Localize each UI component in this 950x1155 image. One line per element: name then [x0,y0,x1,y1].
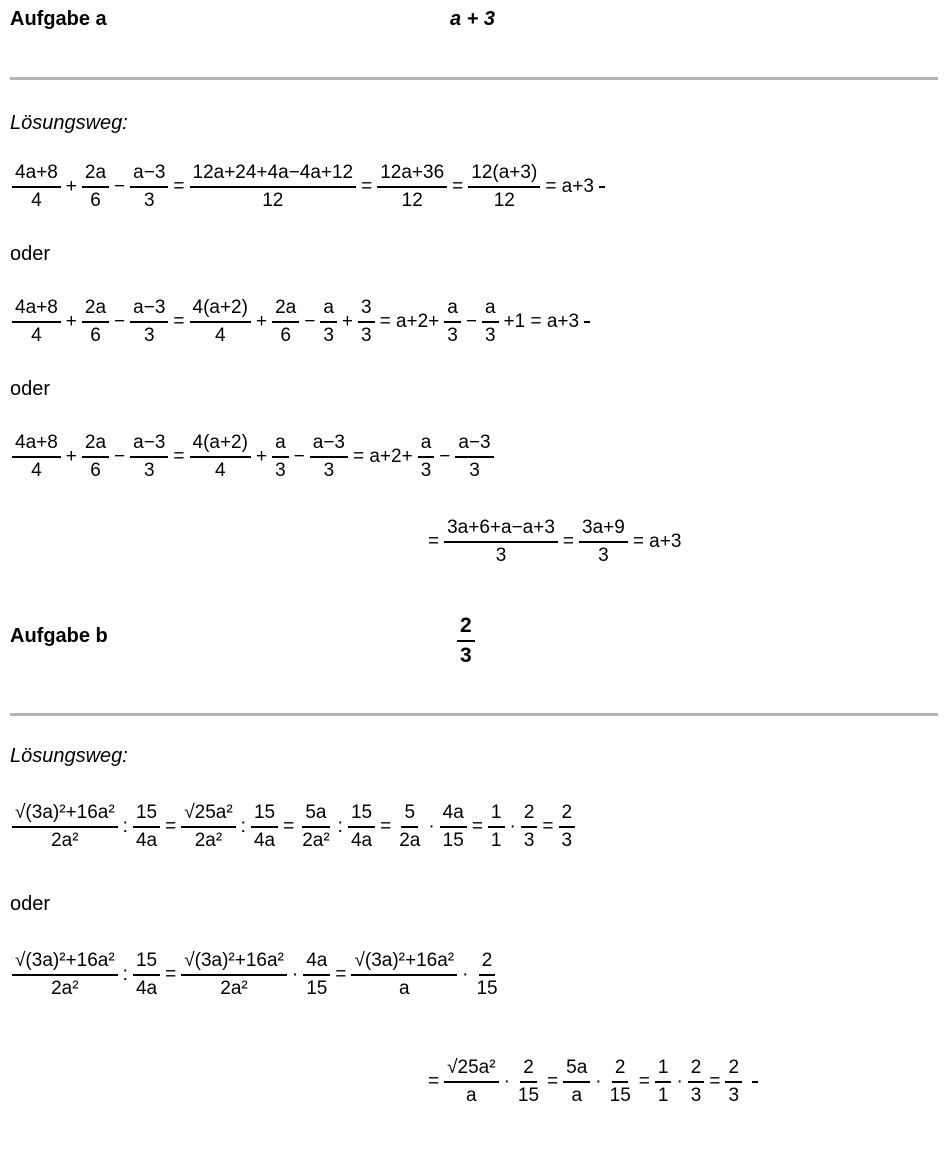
denominator: 2a² [220,978,248,999]
operator: · [291,964,299,985]
fraction [348,800,375,854]
numerator: 2 [520,1055,537,1083]
denominator: 4 [31,190,42,211]
fraction [82,430,109,484]
numerator: 3a+6+a−a+3 [444,515,558,543]
denominator: 3 [495,545,507,566]
task-b-answer-denominator: 3 [460,644,472,667]
operator: − [114,176,126,197]
numerator: 4(a+2) [190,430,251,458]
denominator: 3 [323,325,334,346]
denominator: 3 [728,1085,740,1106]
numerator: 1 [655,1055,672,1083]
fraction [251,800,278,854]
denominator: 2a² [51,978,79,999]
numerator: a [418,430,435,458]
operator: +1 = a+3 [503,311,580,332]
numerator: 15 [133,800,160,828]
denominator: 2a² [194,830,223,851]
fraction [272,430,289,484]
denominator: 15 [442,830,464,851]
operator: + [65,446,77,467]
result-text: = a+3 [632,531,682,552]
operator: = [361,176,373,197]
fraction [358,295,375,349]
numerator: √(3a)²+16a² [351,948,457,976]
operator: · [595,1071,602,1092]
task-b-loesungsweg-label: Lösungsweg: [10,745,128,767]
numerator: 2 [612,1055,629,1083]
fraction [607,1055,634,1109]
numerator [599,186,605,188]
operator: = [542,816,554,837]
fraction [320,295,337,349]
fraction [752,1081,758,1083]
numerator: 3 [358,295,375,323]
denominator: 15 [476,978,498,999]
fraction [12,160,61,214]
fraction [130,160,168,214]
operator: · [503,1071,510,1092]
numerator: a [482,295,499,323]
operator: : [337,816,343,837]
denominator: 3 [598,545,609,566]
fraction [133,948,160,1002]
numerator: 12a+24+4a−4a+12 [190,160,357,188]
numerator: 4a [303,948,330,976]
denominator: 3 [143,460,155,481]
fraction [12,430,61,484]
fraction [444,295,461,349]
denominator: 2a² [51,830,79,851]
numerator [752,1081,758,1083]
numerator: 5a [302,800,329,828]
operator: : [122,964,128,985]
denominator: 3 [361,325,372,346]
numerator: 5 [401,800,418,828]
denominator: 3 [690,1085,702,1106]
operator: = a+3 [545,176,594,197]
task-b-or: oder [10,893,51,915]
fraction [12,948,118,1002]
numerator: √25a² [181,800,235,828]
denominator: 12 [262,190,284,211]
denominator: 4a [350,830,373,851]
divider-a [10,77,938,80]
denominator: 12 [493,190,515,211]
operator: − [114,311,126,332]
numerator: 2 [559,800,576,828]
denominator: 4 [214,460,226,481]
denominator: 4 [214,325,226,346]
numerator: 3a+9 [579,515,628,543]
denominator: 6 [280,325,291,346]
operator: + [255,446,268,467]
fraction [377,160,447,214]
operator: = [638,1071,650,1092]
task-a-or-1: oder [10,243,51,265]
operator: = [428,1071,440,1092]
numerator: 4a+8 [12,295,61,323]
operator: − [465,311,477,332]
denominator: 4a [253,830,276,851]
denominator: 3 [143,190,155,211]
fraction [521,800,538,854]
fraction [133,800,160,854]
numerator: a [320,295,337,323]
numerator: 2a [272,295,299,323]
operator: : [122,816,128,837]
operator: = [380,816,392,837]
operator: = [428,531,440,552]
denominator: 3 [420,460,432,481]
denominator: 4a [135,978,158,999]
operator: = [709,1071,721,1092]
numerator: 15 [348,800,375,828]
fraction [440,800,467,854]
numerator: 2a [82,160,109,188]
divider-b [10,713,938,716]
fraction [473,948,500,1002]
operator: · [509,816,516,837]
denominator: 4a [135,830,158,851]
fraction [688,1055,705,1109]
operator: + [65,176,77,197]
fraction [190,430,251,484]
numerator: √(3a)²+16a² [181,948,287,976]
denominator: 12 [401,190,423,211]
fraction [655,1055,672,1109]
denominator: 15 [609,1085,631,1106]
denominator: 3 [447,325,458,346]
operator: = [335,964,347,985]
denominator: 4 [31,460,42,481]
operator: = [562,531,575,552]
denominator: a [466,1085,477,1106]
numerator: 2 [521,800,538,828]
numerator [584,321,590,323]
denominator: 6 [90,325,101,346]
numerator: a [444,295,461,323]
fraction [579,515,628,569]
numerator: 4a+8 [12,160,61,188]
denominator: 1 [657,1085,669,1106]
operator: = a+2+ [379,311,440,332]
fraction [482,295,499,349]
fraction [488,800,505,854]
operator: + [341,311,353,332]
denominator: 2a² [302,830,330,851]
fraction [563,1055,590,1109]
operator: = [452,176,464,197]
denominator: 6 [90,460,101,481]
operator: = [173,446,185,467]
numerator: 1 [488,800,505,828]
operator: + [255,311,268,332]
operator: = [471,816,483,837]
fraction [130,430,168,484]
fraction [468,160,540,214]
fraction [181,800,235,854]
fraction [584,321,590,323]
operator: : [240,816,246,837]
fraction [444,515,558,569]
numerator: a−3 [455,430,493,458]
operator: · [676,1071,683,1092]
fraction [303,948,330,1002]
fraction [190,160,357,214]
operator: = [165,964,177,985]
operator: = [283,816,295,837]
denominator: 3 [143,325,155,346]
numerator: √(3a)²+16a² [12,948,118,976]
numerator: 12(a+3) [468,160,540,188]
fraction [299,800,332,854]
operator: = [547,1071,559,1092]
numerator: 2a [82,430,109,458]
fraction [725,1055,742,1109]
task-a-answer-text: a + 3 [450,8,496,30]
operator: − [439,446,451,467]
fraction [12,295,61,349]
numerator: a−3 [130,160,168,188]
operator: = [173,176,185,197]
denominator: 3 [323,460,335,481]
fraction [455,430,493,484]
denominator: 1 [490,830,502,851]
fraction [559,800,576,854]
numerator: a−3 [130,430,168,458]
operator: = [165,816,177,837]
denominator: 3 [275,460,286,481]
operator: − [304,311,316,332]
denominator: 4 [31,325,42,346]
fraction [599,186,605,188]
fraction [396,800,423,854]
denominator: 15 [306,978,328,999]
task-a-line3b [425,515,684,569]
numerator: 15 [251,800,278,828]
numerator: a−3 [310,430,348,458]
task-a-title: Aufgabe a [10,8,107,30]
fraction [12,800,118,854]
fraction [82,160,109,214]
operator: − [293,446,305,467]
operator: = [173,311,185,332]
operator: = a+2+ [352,446,413,467]
numerator: 4a+8 [12,430,61,458]
fraction [181,948,287,1002]
numerator: 12a+36 [377,160,447,188]
operator: · [428,816,435,837]
denominator: 3 [484,325,496,346]
task-b-answer-numerator: 2 [457,612,475,642]
task-a-line3a [10,430,496,484]
fraction [351,948,457,1002]
numerator: 4a [440,800,467,828]
denominator: 3 [469,460,480,481]
numerator: 5a [563,1055,590,1083]
numerator: 15 [133,948,160,976]
fraction [190,295,251,349]
operator: · [462,964,469,985]
fraction [272,295,299,349]
numerator: 2a [82,295,109,323]
fraction [130,295,168,349]
task-a-answer [450,8,495,31]
fraction [310,430,348,484]
operator: + [65,311,77,332]
numerator: 4(a+2) [190,295,251,323]
fraction [418,430,435,484]
numerator: 2 [688,1055,705,1083]
fraction [515,1055,542,1109]
task-a-or-2: oder [10,378,51,400]
denominator: 2a [399,830,421,851]
numerator: 2 [479,948,496,976]
task-b-line2a [10,948,503,1002]
fraction [444,1055,498,1109]
denominator: 3 [523,830,535,851]
numerator: a−3 [130,295,168,323]
numerator: 2 [725,1055,742,1083]
task-b-line2b [425,1055,760,1109]
task-a-line1 [10,160,613,214]
denominator: 3 [561,830,573,851]
task-b-line1 [10,800,577,854]
denominator: a [399,978,410,999]
task-a-line2 [10,295,598,349]
numerator: √25a² [444,1055,498,1083]
denominator: 6 [90,190,101,211]
task-b-answer [457,612,475,670]
denominator: a [571,1085,583,1106]
task-b-title: Aufgabe b [10,625,108,647]
task-a-loesungsweg-label: Lösungsweg: [10,112,128,134]
numerator: √(3a)²+16a² [12,800,118,828]
fraction [82,295,109,349]
denominator: 15 [517,1085,540,1106]
operator: − [114,446,126,467]
numerator: a [272,430,289,458]
